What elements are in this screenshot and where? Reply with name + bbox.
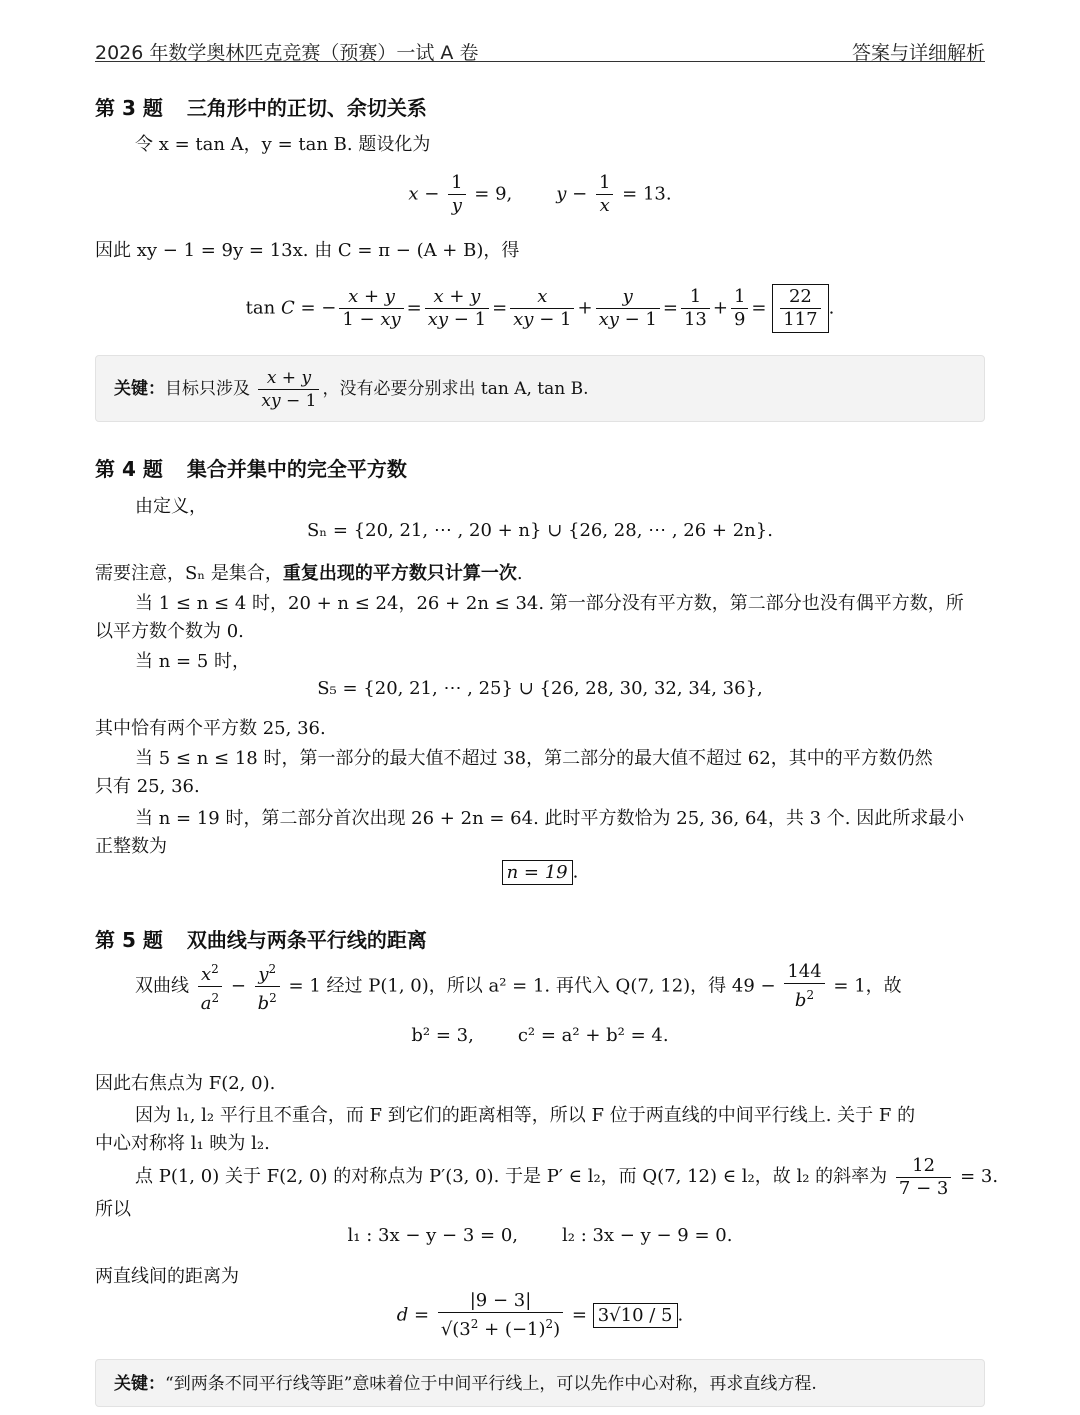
header-rule xyxy=(95,61,985,62)
q5-equation-1 xyxy=(95,1025,985,1046)
q4-line-7: 当 5 ≤ n ≤ 18 时，第一部分的最大值不超过 38，第二部分的最大值不超过 62，其中的平方数仍然 xyxy=(135,748,933,769)
q5-line-5-post: = 3. xyxy=(960,1166,999,1187)
q4-line-9: 当 n = 19 时，第二部分首次出现 26 + 2n = 64. 此时平方数恰为 25, 36, 64，共 3 个. 因此所求最小 xyxy=(135,808,965,829)
q5-key-box xyxy=(95,1359,985,1407)
q5-line-4: 中心对称将 l₁ 映为 l₂. xyxy=(95,1133,270,1154)
q4-answer: n = 19 . xyxy=(95,860,985,885)
q5-eq1-b: b² = 3, xyxy=(411,1025,474,1046)
q3-number: 第 3 题 xyxy=(95,96,163,120)
q4-line-10: 正整数为 xyxy=(95,836,167,857)
q4-line-2-emphasis: 重复出现的平方数只计算一次 xyxy=(282,563,517,584)
q4-line-2-text: 需要注意，Sₙ 是集合， xyxy=(95,563,283,584)
q5-answer-box: 3√10 / 5 xyxy=(593,1303,678,1328)
q5-line-3: 因为 l₁, l₂ 平行且不重合，而 F 到它们的距离相等，所以 F 位于两直线的中间平行线上. 关于 F 的 xyxy=(135,1105,916,1126)
q4-heading xyxy=(95,453,407,482)
q5-distance-equation: d = $\frac{|9 - 3|}{√(3^2 + (-1)^2)}$ = 3√10 / 5 . xyxy=(396,1290,684,1340)
q5-key-text: “到两条不同平行线等距”意味着位于中间平行线上，可以先作中心对称，再求直线方程. xyxy=(165,1374,817,1394)
page-header-section: 答案与详细解析 xyxy=(851,42,985,64)
q4-set-definition: Sₙ = {20, 21, ⋯ , 20 + n} ∪ {26, 28, ⋯ , 26 + 2n}. xyxy=(307,520,773,541)
q3-answer-box: $\frac{22}{117}$ xyxy=(772,284,828,333)
q3-tanC-equation: tan C = − $\frac{x + y}{1 - xy}$ = $\frac{x + y}{xy - 1}$ = $\frac{x}{xy - 1}$ + $\frac{y}{xy - 1}$ = $\frac{1}{13}$ + $\frac{1}{9}$ = $\frac{22}{117}$ . xyxy=(95,284,985,333)
q4-line-5: 当 n = 5 时， xyxy=(135,651,251,672)
q3-key-text-post: ，没有必要分别求出 tan A, tan B. xyxy=(322,379,589,399)
q5-title: 双曲线与两条平行线的距离 xyxy=(186,928,427,952)
q5-line-1-mid: = 1 经过 P(1, 0)，所以 a² = 1. 再代入 Q(7, 12)，得 49 − xyxy=(288,975,776,997)
q5-eq-l1: l₁ : 3x − y − 3 = 0, xyxy=(347,1225,518,1246)
q3-system-equation: x − $\frac{1}{y}$ = 9, y − $\frac{1}{x}$ = 13. xyxy=(408,172,672,216)
q4-title: 集合并集中的完全平方数 xyxy=(186,457,407,481)
q3-intro: 令 x = tan A，y = tan B. 题设化为 xyxy=(135,134,431,155)
q4-number: 第 4 题 xyxy=(95,457,163,481)
q5-line-5: 点 P(1, 0) 关于 F(2, 0) 的对称点为 P′(3, 0). 于是 P′ ∈ l₂，而 Q(7, 12) ∈ l₂，故 l₂ 的斜率为 $\frac{12}{7 - 3}$ = 3. xyxy=(135,1154,999,1199)
q5-line-2: 因此右焦点为 F(2, 0). xyxy=(95,1073,276,1094)
q5-line-6: 所以 xyxy=(95,1199,131,1220)
q4-line-1: 由定义， xyxy=(135,496,207,517)
q5-line-1: 双曲线 $\frac{x^2}{a^2}$ − $\frac{y^2}{b^2}$ = 1 经过 P(1, 0)，所以 a² = 1. 再代入 Q(7, 12)，得 49 − $\frac{144}{b^2}$ = 1，故 xyxy=(135,958,902,1015)
q5-line-1-post: = 1，故 xyxy=(833,975,902,997)
q5-eq1-c: c² = a² + b² = 4. xyxy=(517,1025,669,1046)
q3-title: 三角形中的正切、余切关系 xyxy=(186,96,427,120)
q5-heading xyxy=(95,924,427,953)
q3-key-label: 关键： xyxy=(114,379,165,399)
q5-eq-l2: l₂ : 3x − y − 9 = 0. xyxy=(562,1225,733,1246)
q3-heading xyxy=(95,92,427,121)
q5-number: 第 5 题 xyxy=(95,928,163,952)
q4-set-s5: S₅ = {20, 21, ⋯ , 25} ∪ {26, 28, 30, 32, 34, 36}, xyxy=(317,678,763,699)
q3-derivation-line: 因此 xy − 1 = 9y = 13x. 由 C = π − (A + B)，得 xyxy=(95,240,520,261)
q3-key-text-pre: 目标只涉及 xyxy=(165,379,250,399)
page-header-title: 2026 年数学奥林匹克竞赛（预赛）一试 A 卷 xyxy=(95,42,479,64)
q5-line-1-pre: 双曲线 xyxy=(135,975,189,997)
q5-key-label: 关键： xyxy=(114,1374,165,1394)
q4-answer-box: n = 19 xyxy=(502,860,573,885)
q4-line-3: 当 1 ≤ n ≤ 4 时，20 + n ≤ 24，26 + 2n ≤ 34. 第一部分没有平方数，第二部分也没有偶平方数，所 xyxy=(135,593,964,614)
q4-line-8: 只有 25, 36. xyxy=(95,776,200,797)
q5-line-5-pre: 点 P(1, 0) 关于 F(2, 0) 的对称点为 P′(3, 0). 于是 P′ ∈ l₂，而 Q(7, 12) ∈ l₂，故 l₂ 的斜率为 xyxy=(135,1166,888,1187)
q3-key-box: 关键：目标只涉及 $\frac{x + y}{xy - 1}$ ，没有必要分别求出 tan A, tan B. xyxy=(95,355,985,422)
q5-line-7: 两直线间的距离为 xyxy=(95,1266,239,1287)
q4-line-2: 需要注意，Sₙ 是集合，重复出现的平方数只计算一次. xyxy=(95,563,523,584)
q5-line-equations xyxy=(95,1225,985,1246)
q4-line-6: 其中恰有两个平方数 25, 36. xyxy=(95,718,326,739)
q4-line-4: 以平方数个数为 0. xyxy=(95,621,244,642)
